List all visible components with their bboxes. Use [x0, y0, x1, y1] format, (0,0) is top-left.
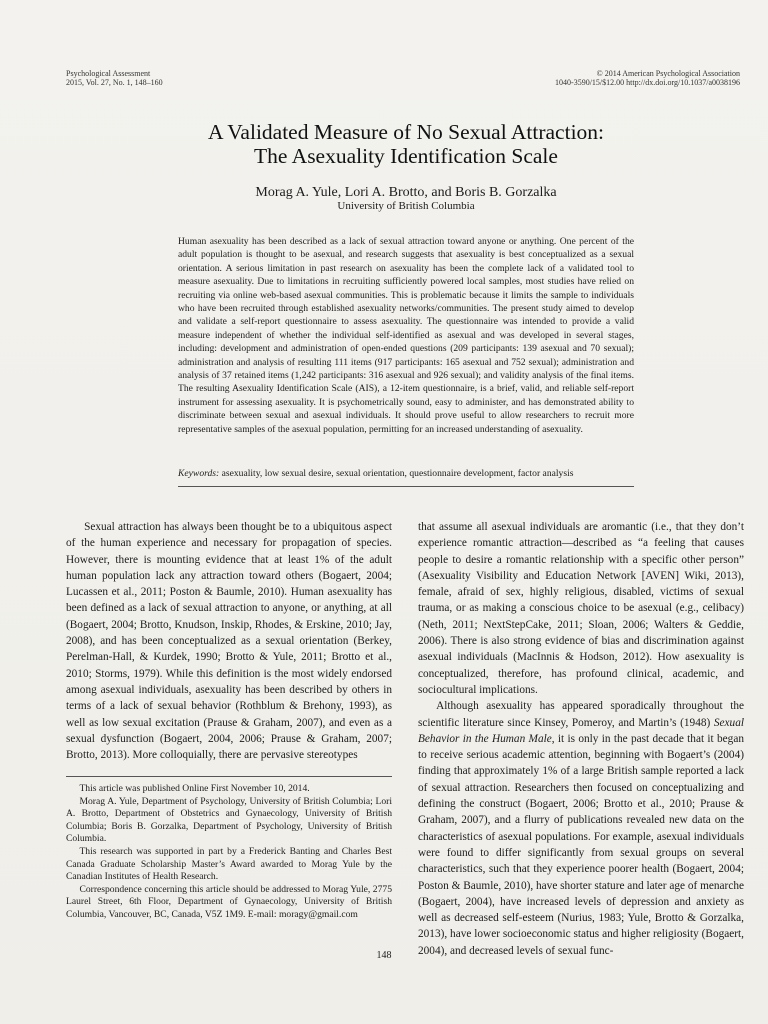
page-number: 148: [376, 950, 392, 961]
body-paragraph: [418, 698, 744, 959]
footnote-funding: This research was supported in part by a Frederick Banting and Charles Best Canada Graduate Scholarship Master’s Award awarded to Morag Yule by the Canadian Institutes of Health Research.: [66, 845, 392, 883]
journal-name: Psychological Assessment: [66, 69, 151, 78]
keywords: [178, 467, 634, 480]
paragraph-text: Although asexuality has appeared sporadically throughout the scientific literature since Kinsey, Pomeroy, and Martin’s (1948): [418, 700, 744, 729]
volume-info: 2015, Vol. 27, No. 1, 148–160: [66, 78, 163, 87]
running-header-left: [66, 69, 163, 87]
abstract-divider: [178, 486, 634, 487]
title-line-1: A Validated Measure of No Sexual Attraction:: [207, 120, 605, 144]
book-title: Sexual Behavior in the Human Male: [418, 716, 744, 745]
running-header-right: [555, 69, 740, 87]
body-paragraph: that assume all asexual individuals are aromantic (i.e., that they don’t experience romantic attraction—described as “a feeling that causes people to desire a romantic relationship with a specific other person” (Asexuality Visibility and Education Network [AVEN] Wiki, 2013), female, afraid of sex, highly religious, disabled, victims of sexual trauma, or as making a conscious choice to be asexual (e.g., celibacy) (Neth, 2011; NextStepCake, 2011; Sloan, 2006; Walters & Geddie, 2006). There is also strong evidence of bias and discrimination against asexual individuals (MacInnis & Hodson, 2012). How asexuality is conceptualized, therefore, has profound clinical, academic, and sociocultural implications.: [418, 521, 744, 696]
footnote-publication: This article was published Online First November 10, 2014.: [79, 783, 310, 794]
abstract: Human asexuality has been described as a lack of sexual attraction toward anyone or anything. One percent of the adult population is thought to be asexual, and research suggests that asexuality is best conceptualized as a sexual orientation. A serious limitation in past research on asexuality has been the complete lack of a validated tool to measure asexuality. Due to limitations in recruiting sufficiently powered local samples, most studies have relied on recruiting via online web-based asexual communities. This is problematic because it limits the sample to individuals who have been recruited through established asexuality networks/communities. The present study aimed to develop and validate a self-report questionnaire to assess asexuality. The questionnaire was intended to provide a valid measure independent of whether the individual self-identified as asexual and was developed in several stages, including: development and administration of open-ended questions (209 participants: 139 asexual and 70 sexual); administration and analysis of resulting 111 items (917 participants: 165 asexual and 752 sexual); administration and analysis of 37 retained items (1,242 participants: 316 asexual and 926 sexual); and validity analysis of the final items. The resulting Asexuality Identification Scale (AIS), a 12-item questionnaire, is a brief, valid, and reliable self-report instrument for assessing asexuality. It is psychometrically sound, easy to administer, and has demonstrated ability to discriminate between sexual and asexual individuals. It should prove useful to allow researchers to recruit more representative samples of the asexual population, permitting for an increased understanding of asexuality.: [178, 236, 634, 435]
article-title: [66, 120, 746, 168]
doi-link[interactable]: 1040-3590/15/$12.00 http://dx.doi.org/10.1037/a0038196: [555, 78, 740, 87]
title-line-2: The Asexuality Identification Scale: [254, 144, 558, 168]
footnote-divider: [66, 776, 392, 777]
footnote-correspondence: Correspondence concerning this article should be addressed to Morag Yule, 2775 Laurel Street, 6th Floor, Department of Gynaecology, University of British Columbia, Vancouver, BC, Canada, V5Z 1M9. E-mail: moragy@gmail.com: [66, 883, 392, 920]
body-column-left: [66, 519, 392, 763]
body-column-right: [418, 519, 744, 959]
keywords-label: Keywords:: [178, 468, 220, 479]
author-list: Morag A. Yule, Lori A. Brotto, and Boris B. Gorzalka: [255, 185, 557, 200]
keywords-list: asexuality, low sexual desire, sexual orientation, questionnaire development, factor analysis: [221, 468, 574, 479]
copyright-notice: © 2014 American Psychological Association: [596, 69, 740, 78]
body-paragraph: Sexual attraction has always been thought be to a ubiquitous aspect of the human experience and necessary for propagation of species. However, there is mounting evidence that at least 1% of the adult human population lack any attraction toward others (Bogaert, 2004; Lucassen et al., 2011; Poston & Baumle, 2010). Human asexuality has been defined as a lack of sexual attraction to anyone, or anything, at all (Bogaert, 2004; Brotto, Knudson, Inskip, Rhodes, & Erskine, 2010; Jay, 2008), and has been conceptualized as a sexual orientation (Berkey, Perelman-Hall, & Kurdek, 1990; Brotto & Yule, 2011; Brotto et al., 2010; Storms, 1979). While this definition is the most widely endorsed among asexual individuals, asexuality has been described by others in terms of a lack of sexual behavior (Rothblum & Brehony, 1993), as well as low sexual excitation (Prause & Graham, 2007), and even as a sexual dysfunction (Bogaert, 2004, 2006; Prause & Graham, 2007; Brotto, 2013). More colloquially, there are pervasive stereotypes: [66, 521, 392, 762]
author-note: [66, 783, 392, 922]
paragraph-text: , it is only in the past decade that it began to receive serious academic attention, beginning with Bogaert’s (2004) finding that approximately 1% of a large British sample reported a lack of sexual attraction. Researchers then focused on conceptualizing and defining the construct (Bogaert, 2006; Brotto et al., 2010; Prause & Graham, 2007), and a flurry of publications revealed new data on the characteristics of asexual populations. For example, asexual individuals were found to differ significantly from sexual groups on several characteristics, such that they experience poorer health (Bogaert, 2004; Poston & Baumle, 2010), have shorter stature and later age of menarche (Bogaert, 2004), have increased levels of depression and anxiety as well as decreased self-esteem (Nurius, 1983; Yule, Brotto & Gorzalka, 2013), have lower socioeconomic status and higher religiosity (Bogaert, 2004), and decreased levels of sexual func-: [418, 732, 744, 957]
footnote-affiliations: Morag A. Yule, Department of Psychology, University of British Columbia; Lori A. Brotto, Department of Obstetrics and Gynaecology, University of British Columbia; Boris B. Gorzalka, Department of Psychology, University of British Columbia.: [66, 795, 392, 845]
affiliation: University of British Columbia: [337, 200, 475, 212]
